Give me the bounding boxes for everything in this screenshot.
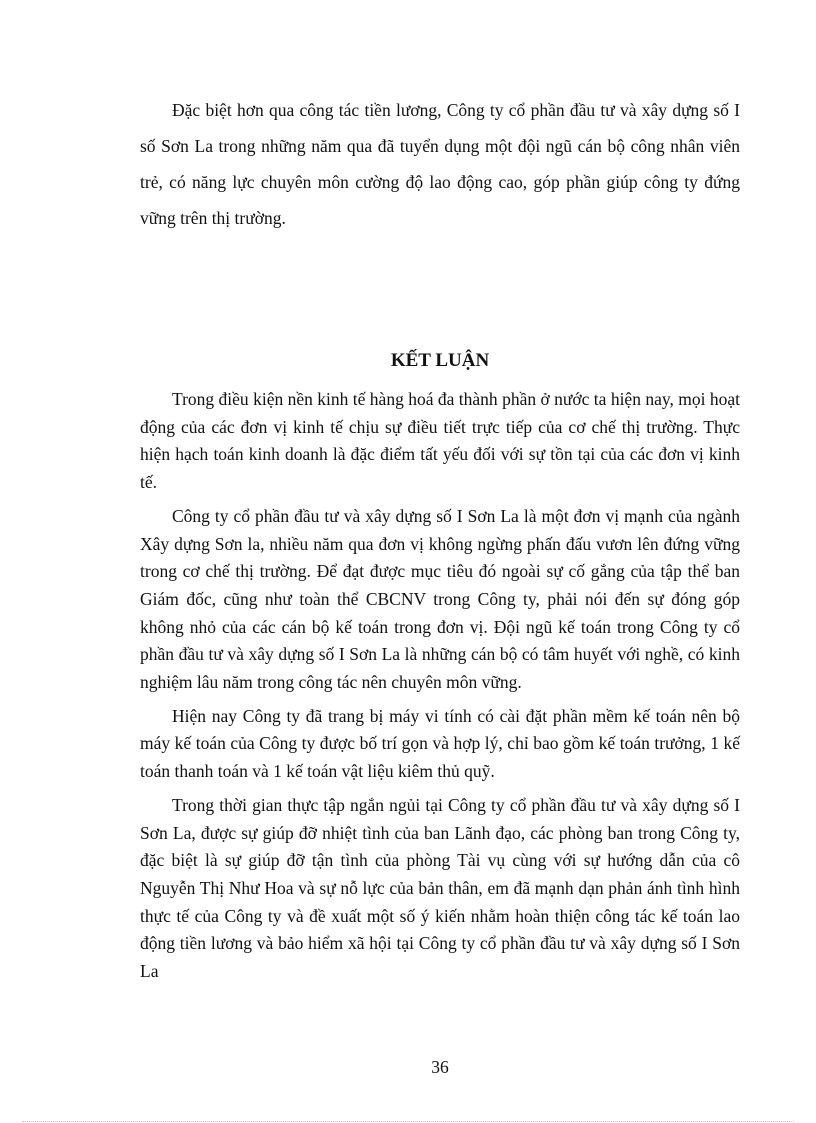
intro-section (140, 92, 740, 236)
conclusion-paragraph: Hiện nay Công ty đã trang bị máy vi tính có cài đặt phần mềm kế toán nên bộ máy kế toán của Công ty được bố trí gọn và hợp lý, chỉ bao gồm kế toán trưởng, 1 kế toán thanh toán và 1 kế toán vật liệu kiêm thủ quỹ. (140, 705, 740, 782)
footer-divider (22, 1121, 794, 1122)
conclusion-paragraph: Trong điều kiện nền kinh tế hàng hoá đa thành phần ở nước ta hiện nay, mọi hoạt động của các đơn vị kinh tế chịu sự điều tiết trực tiếp của cơ chế thị trường. Thực hiện hạch toán kinh doanh là đặc điểm tất yếu đối với sự tồn tại của các đơn vị kinh tế. (140, 389, 740, 493)
conclusion-section (140, 386, 740, 992)
conclusion-paragraph: Trong thời gian thực tập ngắn ngủi tại Công ty cổ phần đầu tư và xây dựng số I Sơn La, được sự giúp đỡ nhiệt tình của ban Lãnh đạo, các phòng ban trong Công ty, đặc biệt là sự giúp đỡ tận tình của phòng Tài vụ cùng với sự hướng dẫn của cô Nguyễn Thị Như Hoa và sự nỗ lực của bản thân, em đã mạnh dạn phản ánh tình hình thực tế của Công ty và đề xuất một số ý kiến nhằm hoàn thiện công tác kế toán lao động tiền lương và bảo hiểm xã hội tại Công ty cổ phần đầu tư và xây dựng số I Sơn La (140, 794, 740, 982)
page-number: 36 (431, 1057, 449, 1077)
section-heading: KẾT LUẬN (390, 350, 490, 371)
conclusion-paragraph: Công ty cổ phần đầu tư và xây dựng số I Sơn La là một đơn vị mạnh của ngành Xây dựng Sơn la, nhiều năm qua đơn vị không ngừng phấn đấu vươn lên đứng vững trong cơ chế thị trường. Để đạt được mục tiêu đó ngoài sự cố gắng của tập thể ban Giám đốc, cũng như toàn thể CBCNV trong Công ty, phải nói đến sự đóng góp không nhỏ của các cán bộ kế toán trong đơn vị. Đội ngũ kế toán trong Công ty cổ phần đầu tư và xây dựng số I Sơn La là những cán bộ có tâm huyết với nghề, có kinh nghiệm lâu năm trong công tác nên chuyên môn vững. (140, 505, 740, 693)
intro-paragraph: Đặc biệt hơn qua công tác tiền lương, Công ty cổ phần đầu tư và xây dựng số I số Sơn La trong những năm qua đã tuyển dụng một đội ngũ cán bộ công nhân viên trẻ, có năng lực chuyên môn cường độ lao động cao, góp phần giúp công ty đứng vững trên thị trường. (140, 100, 740, 228)
